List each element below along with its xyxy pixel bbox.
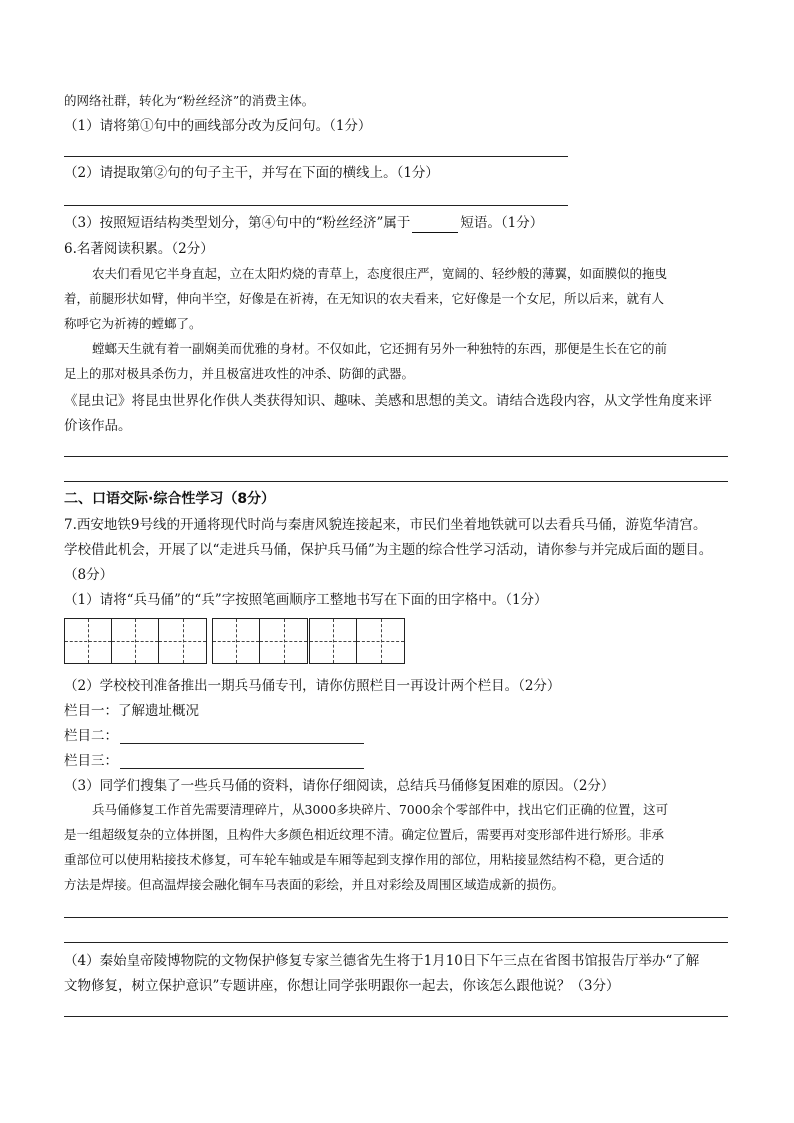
q5-3 xyxy=(64,213,543,233)
q7-stem: 7.西安地铁9号线的开通将现代时尚与秦唐风貌连接起来，市民们坐着地铁就可以去看兵马俑，游览华清宫。 xyxy=(64,517,707,533)
passage-line: 着，前腿形状如臂，伸向半空，好像是在祈祷，在无知识的农夫看来，它好像是一个女尼，所以后来，就有人 xyxy=(64,291,665,306)
q7-2: （2）学校校刊准备推出一期兵马俑专刊，请你仿照栏目一再设计两个栏目。（2分） xyxy=(64,678,561,694)
q6-title: 6.名著阅读积累。（2分） xyxy=(64,241,214,257)
q7-4: （4）秦始皇帝陵博物院的文物保护修复专家兰德省先生将于1月10日下午三点在省图书馆报告厅举办“了解 xyxy=(64,953,700,969)
answer-line[interactable] xyxy=(64,456,728,457)
q5-3-text-end: 短语。（1分） xyxy=(460,215,544,231)
fill-blank[interactable] xyxy=(412,218,458,233)
column-2-label: 栏目二： xyxy=(64,728,118,744)
tianzige-group-2[interactable] xyxy=(212,618,308,664)
tianzige-cell[interactable] xyxy=(112,619,159,663)
tianzige-cell[interactable] xyxy=(260,619,307,663)
section-2-title: 二、口语交际·综合性学习（8分） xyxy=(64,491,276,507)
q7-3: （3）同学们搜集了一些兵马俑的资料，请你仔细阅读，总结兵马俑修复困难的原因。（2分） xyxy=(64,778,615,794)
tianzige-cell[interactable] xyxy=(65,619,112,663)
reading-line: 是一组超级复杂的立体拼图，且构件大多颜色相近纹理不清。确定位置后，需要再对变形部件进行矫形。非承 xyxy=(64,827,665,842)
column-1: 栏目一：了解遗址概况 xyxy=(64,703,199,719)
tianzige-cell[interactable] xyxy=(159,619,206,663)
tianzige-cell[interactable] xyxy=(310,619,357,663)
q7-stem: 学校借此机会，开展了以“走进兵马俑，保护兵马俑”为主题的综合性学习活动，请你参与并完成后面的题目。 xyxy=(64,542,713,558)
reading-line: 重部位可以使用粘接技术修复，可车轮车轴或是车厢等起到支撑作用的部位，用粘接显然结构不稳，更合适的 xyxy=(64,852,665,867)
passage-line: 称呼它为祈祷的螳螂了。 xyxy=(64,316,202,331)
answer-line[interactable] xyxy=(64,205,568,206)
answer-line[interactable] xyxy=(64,917,728,918)
q5-2: （2）请提取第②句的句子主干，并写在下面的横线上。（1分） xyxy=(64,165,439,181)
q6-prompt: 《昆虫记》将昆虫世界化作供人类获得知识、趣味、美感和思想的美文。请结合选段内容，从文学性角度来评 xyxy=(64,393,712,409)
tianzige-group-1[interactable] xyxy=(64,618,207,664)
q5-3-text: （3）按照短语结构类型划分，第④句中的“粉丝经济”属于 xyxy=(64,215,411,231)
q7-1: （1）请将“兵马俑”的“兵”字按照笔画顺序工整地书写在下面的田字格中。（1分） xyxy=(64,592,548,608)
answer-line[interactable] xyxy=(64,1016,728,1017)
q5-1: （1）请将第①句中的画线部分改为反问句。（1分） xyxy=(64,118,372,134)
passage-line: 螳螂天生就有着一副娴美而优雅的身材。不仅如此，它还拥有另外一种独特的东西，那便是生长在它的前 xyxy=(92,341,668,356)
column-3-label: 栏目三： xyxy=(64,753,118,769)
q7-stem: （8分） xyxy=(64,567,114,583)
answer-line[interactable] xyxy=(64,481,728,482)
tianzige-cell[interactable] xyxy=(357,619,404,663)
reading-line: 兵马俑修复工作首先需要清理碎片，从3000多块碎片、7000余个零部件中，找出它们正确的位置，这可 xyxy=(92,802,669,817)
reading-line: 方法是焊接。但高温焊接会融化铜车马表面的彩绘，并且对彩绘及周围区域造成新的损伤。 xyxy=(64,877,565,892)
column-2-input-line[interactable] xyxy=(120,743,364,744)
q6-prompt-cont: 价该作品。 xyxy=(64,418,132,434)
column-3-input-line[interactable] xyxy=(120,768,364,769)
answer-line[interactable] xyxy=(64,156,568,157)
tianzige-group-3[interactable] xyxy=(309,618,405,664)
q7-4-cont: 文物修复，树立保护意识”专题讲座，你想让同学张明跟你一起去，你该怎么跟他说？（3分） xyxy=(64,978,620,994)
top-line: 的网络社群，转化为“粉丝经济”的消费主体。 xyxy=(64,93,315,108)
tianzige-cell[interactable] xyxy=(213,619,260,663)
passage-line: 足上的那对极具杀伤力，并且极富进攻性的冲杀、防御的武器。 xyxy=(64,366,415,381)
answer-line[interactable] xyxy=(64,942,728,943)
passage-line: 农夫们看见它半身直起，立在太阳灼烧的青草上，态度很庄严，宽阔的、轻纱般的薄翼，如面膜似的拖曳 xyxy=(92,266,668,281)
